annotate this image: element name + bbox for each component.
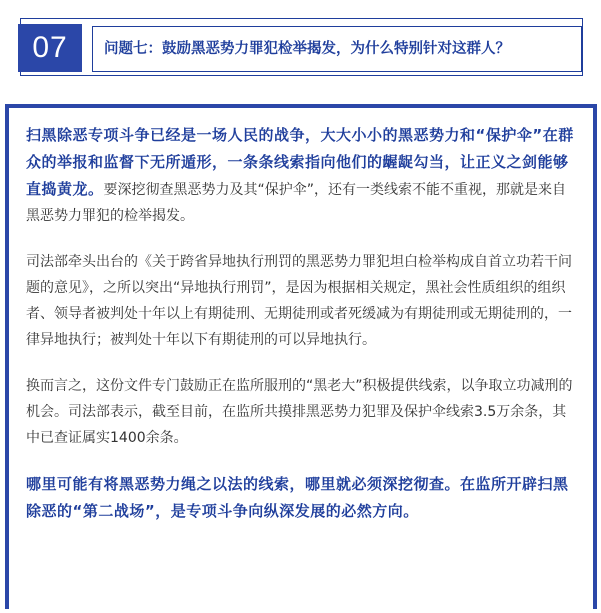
question-header bbox=[0, 0, 601, 90]
paragraph-1-text: 要深挖彻查黑恶势力及其“保护伞”，还有一类线索不能不重视，那就是来自黑恶势力罪犯的检举揭发。 bbox=[26, 182, 567, 224]
paragraph-4 bbox=[26, 471, 580, 525]
paragraph-2: 司法部牵头出台的《关于跨省异地执行刑罚的黑恶势力罪犯坦白检举构成自首立功若干问题的意见》，之所以突出“异地执行刑罚”，是因为根据相关规定，黑社会性质组织的组织者、领导者被判处十年以上有期徒刑、无期徒刑或者死缓减为有期徒刑或无期徒刑的，一律异地执行；被判处十年以下有期徒刑的可以异地执行。 bbox=[26, 254, 572, 348]
paragraph-3: 换而言之，这份文件专门鼓励正在监所服刑的“黑老大”积极提供线索，以争取立功减刑的机会。司法部表示，截至目前，在监所共摸排黑恶势力犯罪及保护伞线索3.5万余条，其中已查证属实1400余条。 bbox=[26, 378, 573, 446]
paragraph-1 bbox=[26, 122, 580, 229]
paragraph-1-emphasis: 扫黑除恶专项斗争已经是一场人民的战争，大大小小的黑恶势力和“保护伞”在群众的举报和监督下无所遁形，一条条线索指向他们的龌龊勾当，让正义之剑能够直捣黄龙。 bbox=[26, 126, 574, 198]
question-number-badge: 07 bbox=[18, 24, 82, 72]
article-body bbox=[26, 122, 580, 545]
question-title: 问题七：鼓励黑恶势力罪犯检举揭发，为什么特别针对这群人？ bbox=[104, 41, 510, 57]
paragraph-4-emphasis: 哪里可能有将黑恶势力绳之以法的线索，哪里就必须深挖彻查。在监所开辟扫黑除恶的“第二战场”，是专项斗争向纵深发展的必然方向。 bbox=[26, 475, 569, 520]
